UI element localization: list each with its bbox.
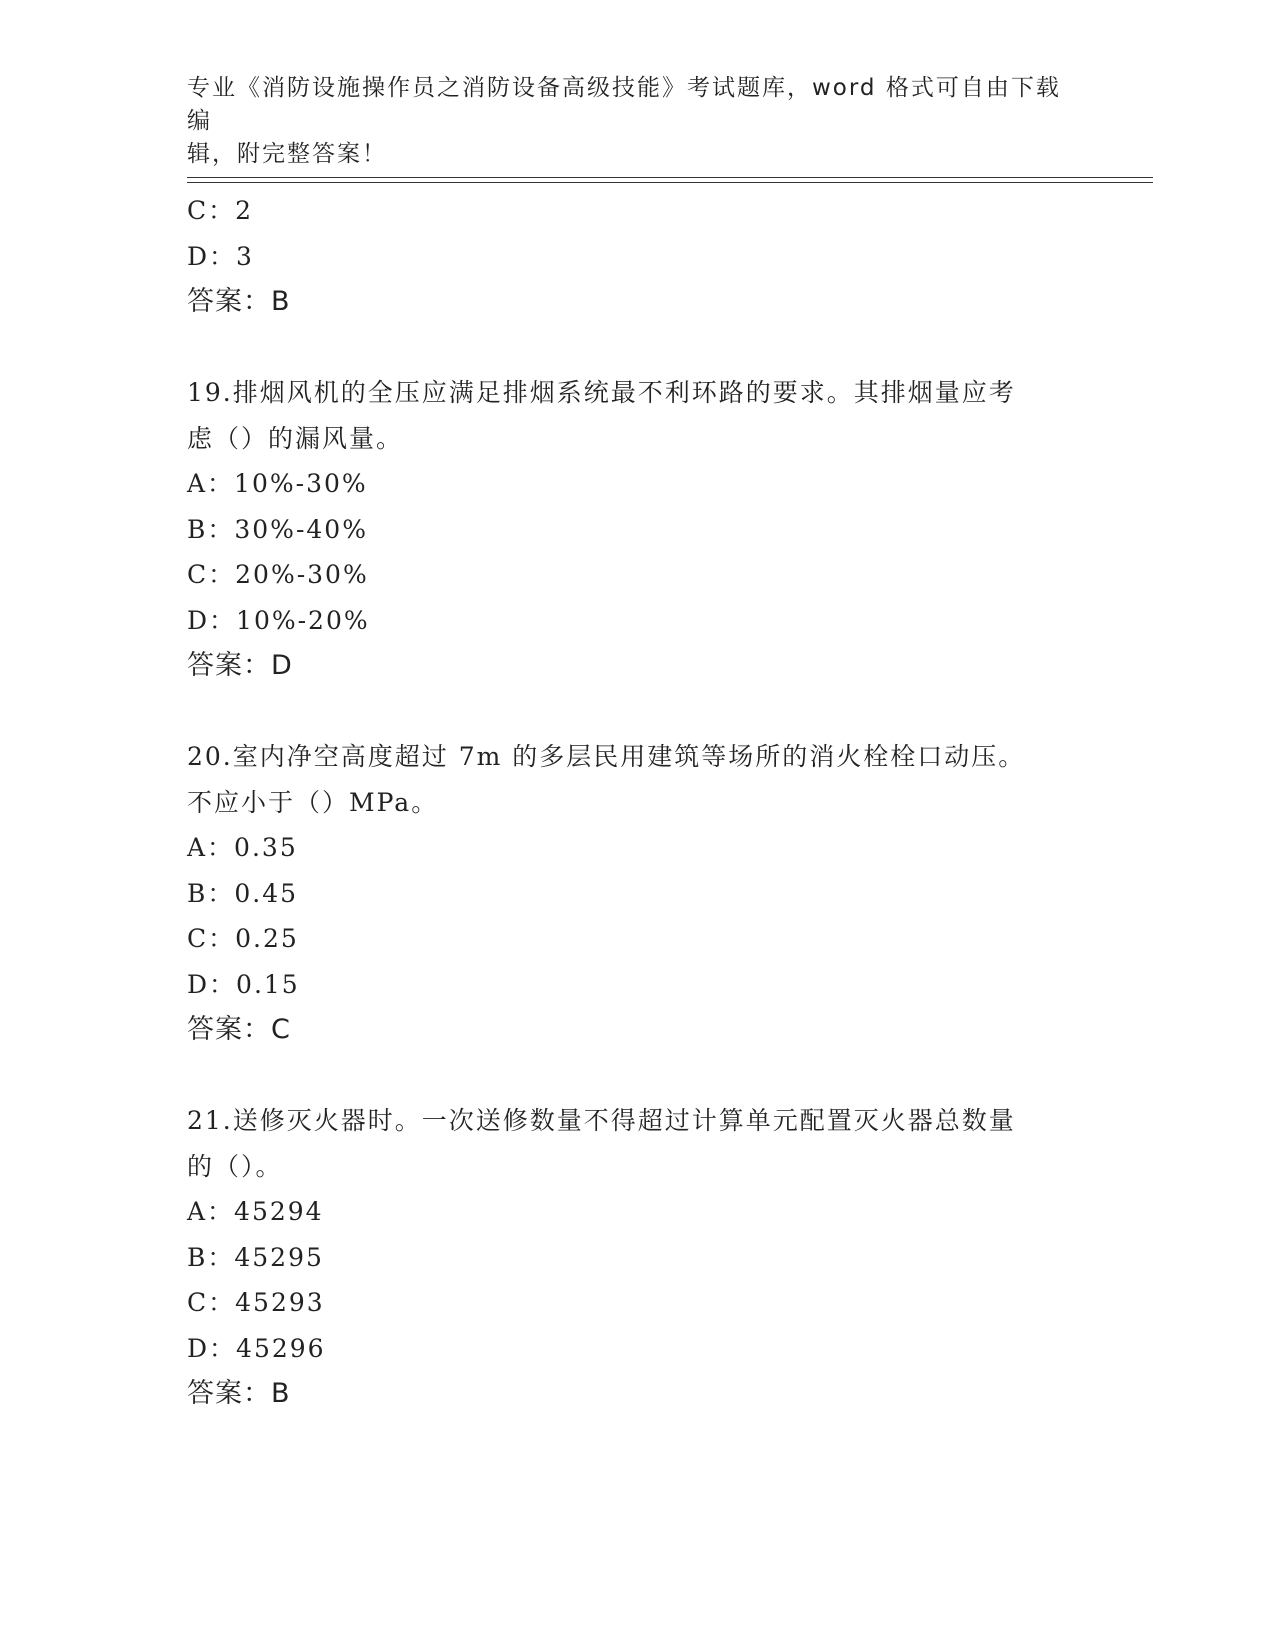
spacer — [187, 325, 1087, 371]
option-d: D：0.15 — [187, 969, 300, 999]
question-stem-line-2: 的（）。 — [187, 1151, 283, 1181]
question-stem-line-2: 不应小于（）MPa。 — [187, 787, 439, 817]
previous-question-tail — [187, 188, 1087, 325]
page-header — [187, 72, 1067, 171]
option-d: D：45296 — [187, 1333, 326, 1363]
question-stem-line-1: 19.排烟风机的全压应满足排烟系统最不利环路的要求。其排烟量应考 — [187, 378, 1016, 407]
answer-line: 答案：C — [187, 1014, 291, 1045]
option-d: D：3 — [187, 241, 254, 271]
option-b: B：30%-40% — [187, 514, 368, 544]
option-a: A：0.35 — [187, 833, 298, 862]
question-stem-line-1: 21.送修灭火器时。一次送修数量不得超过计算单元配置灭火器总数量 — [187, 1106, 1016, 1135]
option-b: B：45295 — [187, 1242, 324, 1272]
spacer — [187, 1053, 1087, 1099]
option-c: C：20%-30% — [187, 560, 369, 589]
option-d: D：10%-20% — [187, 605, 370, 635]
option-c: C：45293 — [187, 1288, 325, 1317]
header-divider-bottom — [187, 182, 1153, 183]
question-stem-line-1: 20.室内净空高度超过 7m 的多层民用建筑等场所的消火栓栓口动压。 — [187, 742, 1026, 771]
spacer — [187, 689, 1087, 735]
header-line-1: 专业《消防设施操作员之消防设备高级技能》考试题库，word 格式可自由下载编 — [187, 75, 1061, 134]
option-c: C：2 — [187, 196, 254, 225]
question-stem-line-2: 虑（）的漏风量。 — [187, 423, 404, 453]
question-19 — [187, 370, 1087, 689]
question-20 — [187, 734, 1087, 1053]
option-b: B：0.45 — [187, 878, 299, 908]
header-line-2: 辑，附完整答案！ — [187, 141, 387, 167]
option-c: C：0.25 — [187, 924, 299, 953]
question-list — [187, 188, 1087, 1417]
header-divider-top — [187, 177, 1153, 178]
option-a: A：45294 — [187, 1197, 324, 1226]
answer-line: 答案：B — [187, 286, 291, 317]
option-a: A：10%-30% — [187, 469, 368, 498]
answer-line: 答案：B — [187, 1378, 291, 1409]
question-21 — [187, 1098, 1087, 1417]
answer-line: 答案：D — [187, 650, 293, 681]
